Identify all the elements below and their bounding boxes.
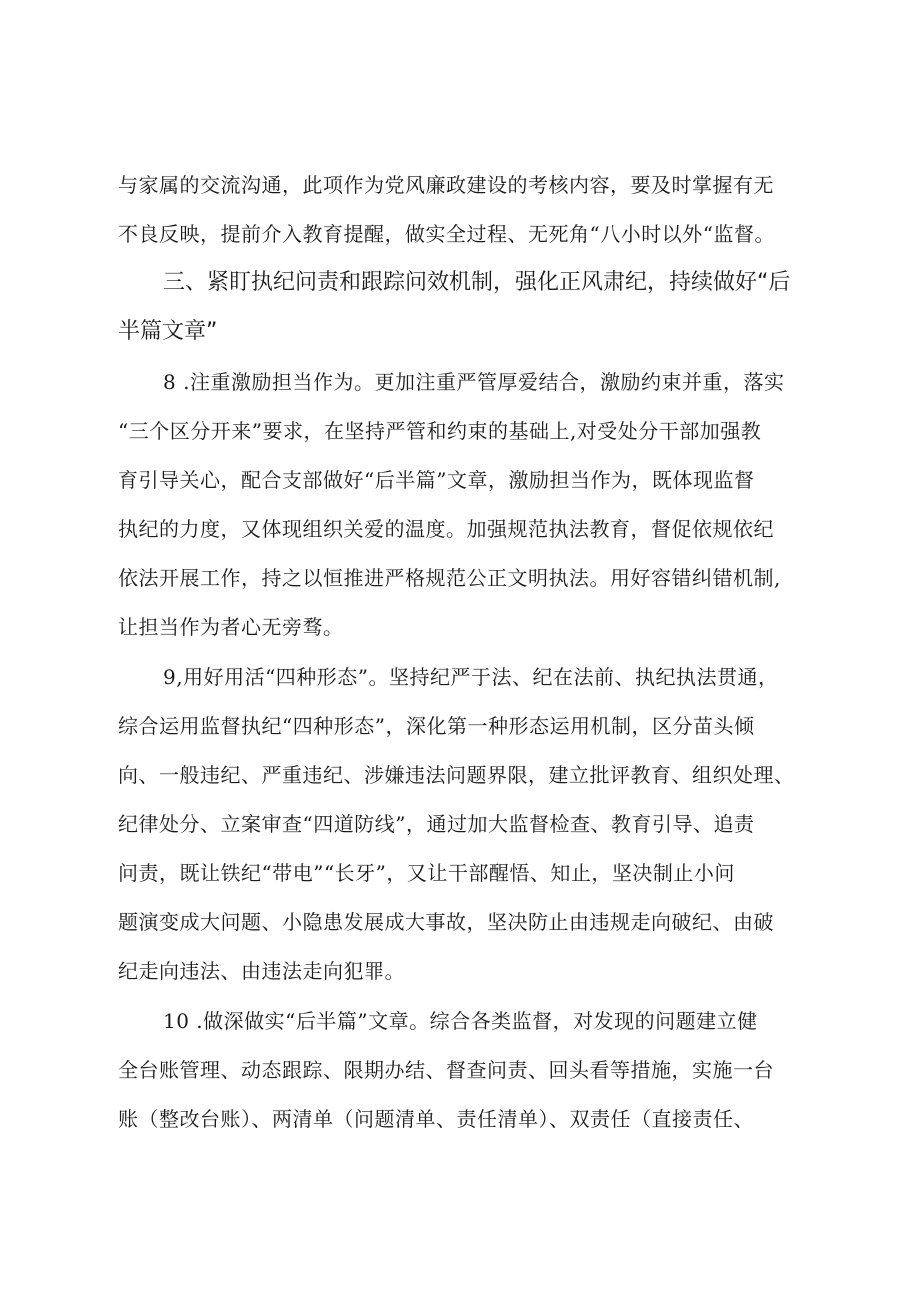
paragraph-line: 纪走向违法、由违法走向犯罪。	[118, 959, 405, 983]
paragraph-line: 与家属的交流沟通，此项作为党风廉政建设的考核内容，要及时掌握有无	[118, 173, 774, 197]
paragraph-line: 依法开展工作，持之以恒推进严格规范公正文明执法。用好容错纠错机制,	[118, 566, 781, 590]
paragraph-line: 育引导关心，配合支部做好“后半篇”文章，激励担当作为，既体现监督	[118, 468, 755, 492]
section-heading: 三、紧盯执纪问责和跟踪问效机制，强化正风肃纪，持续做好“后	[163, 270, 791, 295]
paragraph-line: “三个区分开来”要求，在坚持严管和约束的基础上,对受处分干部加强教	[118, 419, 762, 443]
paragraph-line: 执纪的力度，又体现组织关爱的温度。加强规范执法教育，督促依规依纪	[118, 517, 774, 541]
paragraph-line: 问责，既让铁纪“带电”“长牙”，又让干部醒悟、知止，坚决制止小问	[118, 861, 735, 885]
section-heading-continuation: 半篇文章”	[118, 319, 218, 344]
paragraph-line: 全台账管理、动态跟踪、限期办结、督查问责、回头看等措施，实施一台	[118, 1058, 774, 1082]
paragraph-line: 10 .做深做实“后半篇”文章。综合各类监督，对发现的问题建立健	[163, 1009, 758, 1033]
paragraph-line: 9,用好用活“四种形态”。坚持纪严于法、纪在法前、执纪执法贯通，	[163, 665, 779, 689]
paragraph-line: 不良反映，提前介入教育提醒，做实全过程、无死角“八小时以外“监督。	[118, 222, 775, 246]
paragraph-line: 综合运用监督执纪“四种形态”，深化第一种形态运用机制，区分苗头倾	[118, 714, 755, 738]
paragraph-line: 8 .注重激励担当作为。更加注重严管厚爱结合，激励约束并重，落实	[163, 370, 785, 394]
paragraph-line: 让担当作为者心无旁骛。	[118, 615, 344, 639]
paragraph-line: 向、一般违纪、严重违纪、涉嫌违法问题界限，建立批评教育、组织处理、	[118, 763, 795, 787]
paragraph-line: 账（整改台账）、两清单（问题清单、责任清单）、双责任（直接责任、	[118, 1107, 754, 1131]
paragraph-line: 纪律处分、立案审查“四道防线”，通过加大监督检查、教育引导、追责	[118, 812, 755, 836]
paragraph-line: 题演变成大问题、小隐患发展成大事故，坚决防止由违规走向破纪、由破	[118, 910, 774, 934]
